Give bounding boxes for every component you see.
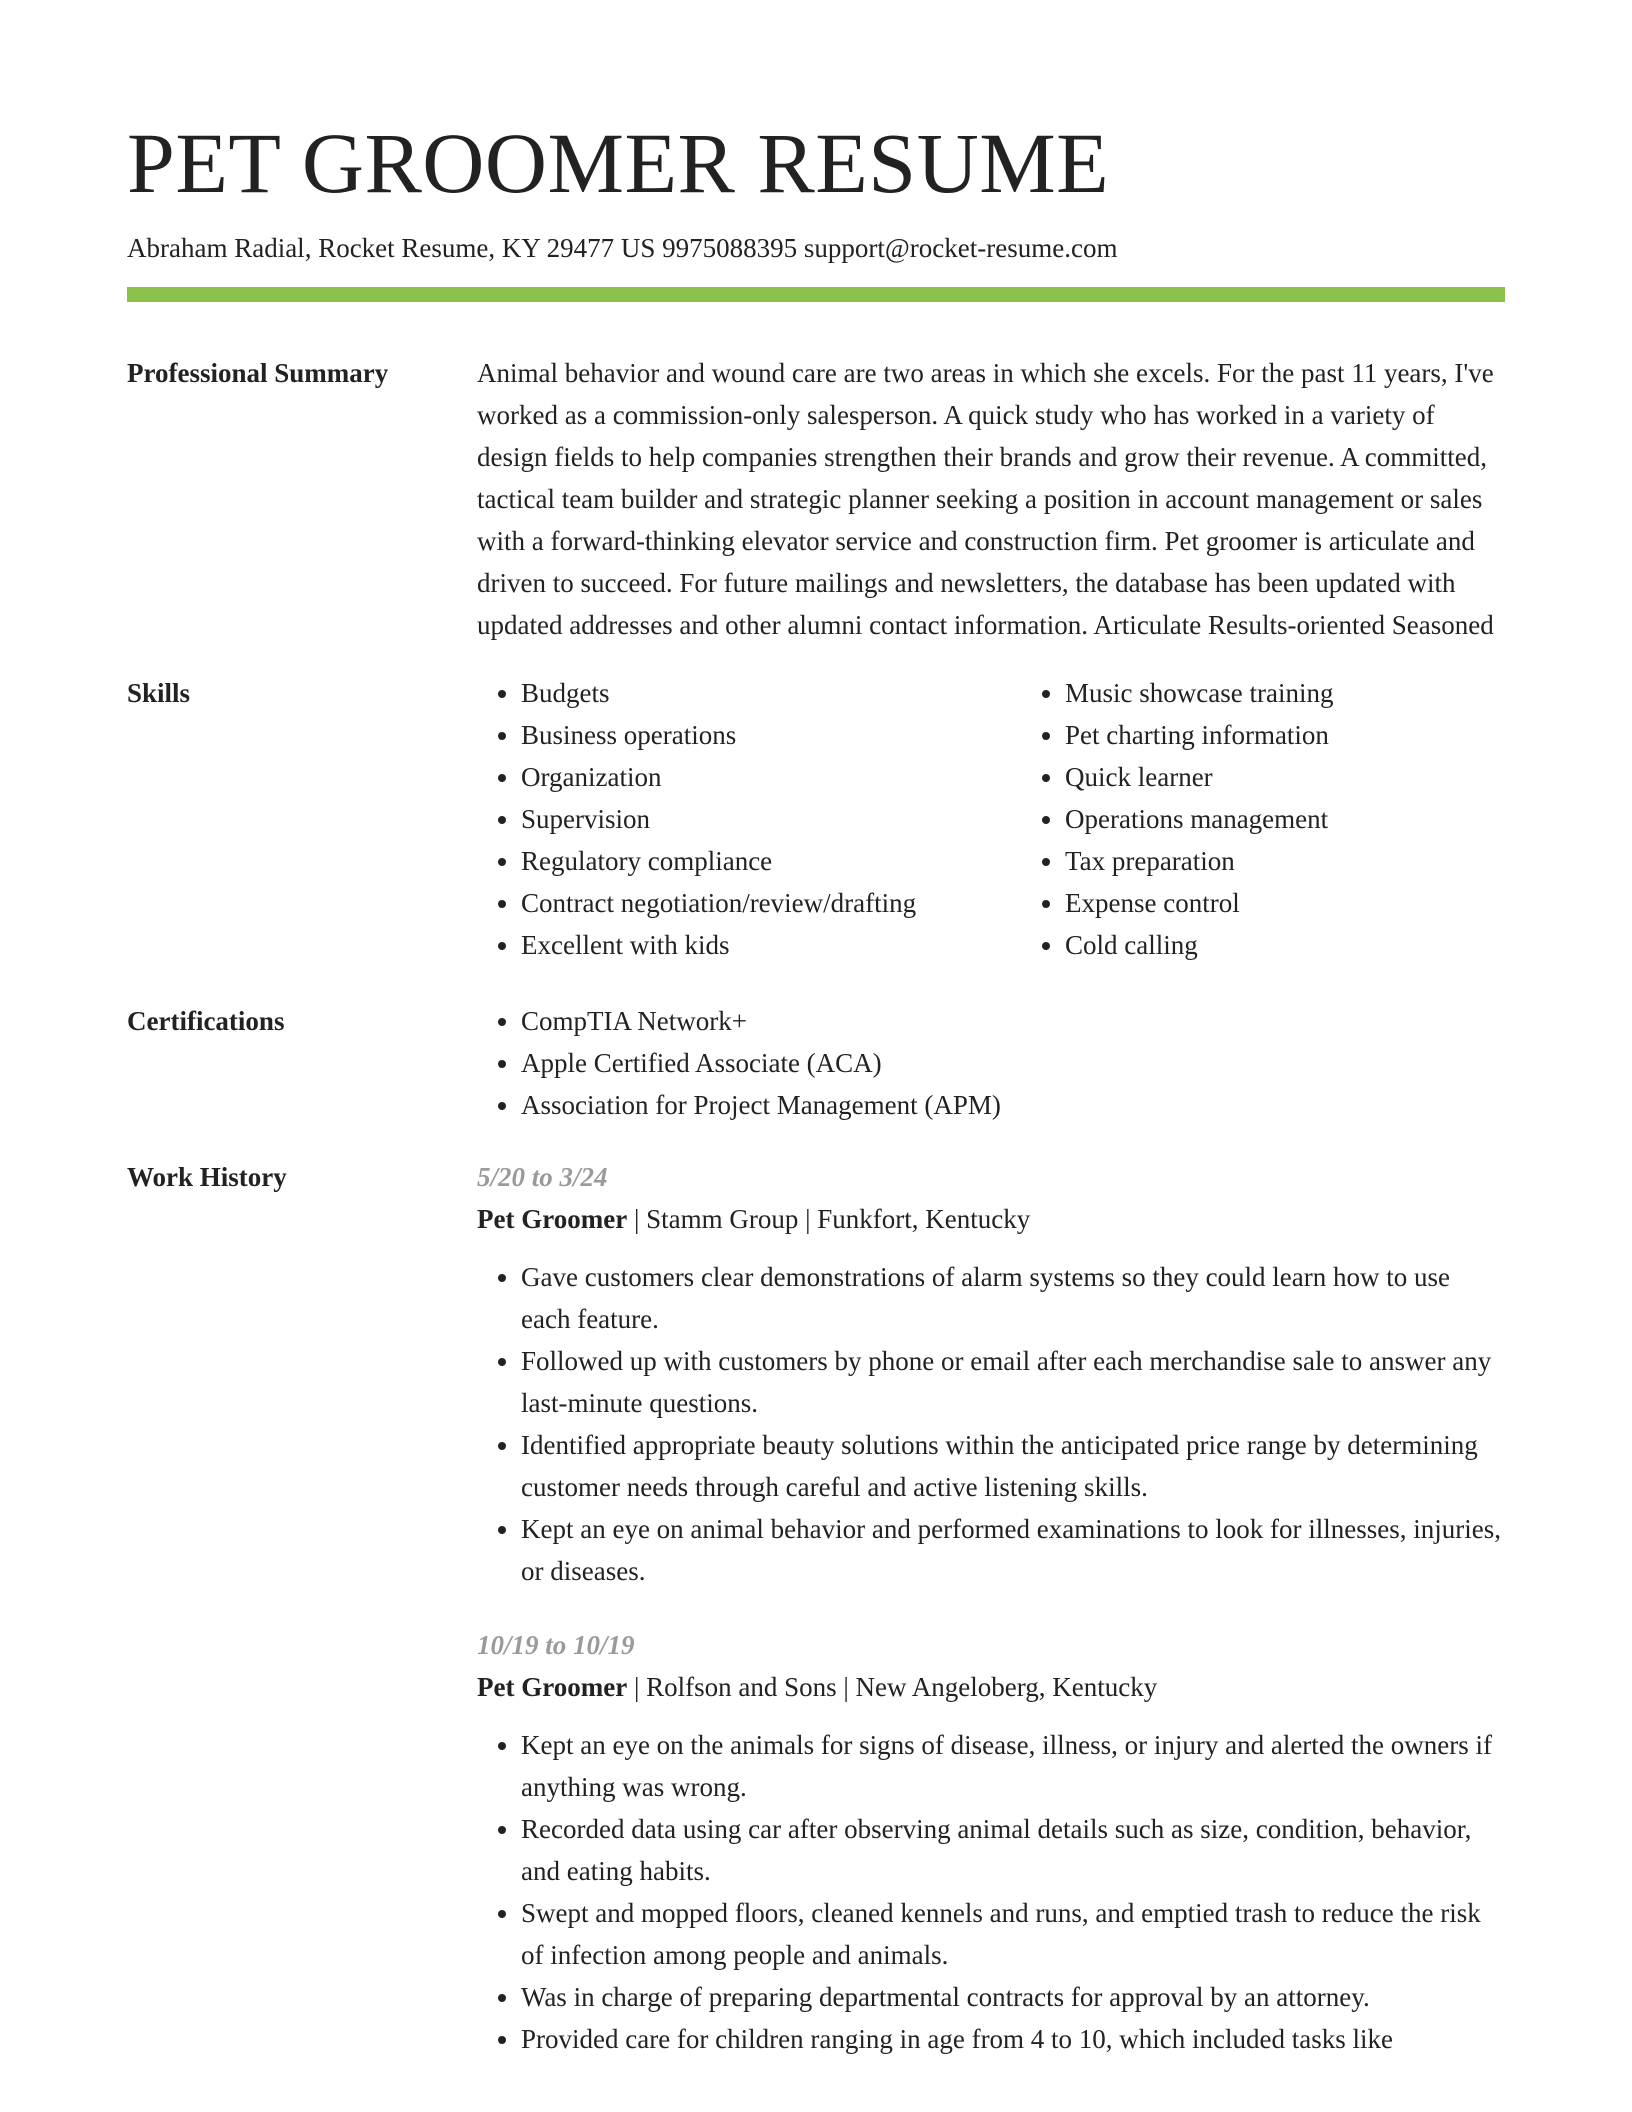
contact-phone: 9975088395 xyxy=(662,233,798,263)
job-title: Pet Groomer xyxy=(477,1204,628,1235)
skills-section xyxy=(127,672,1505,966)
skill-item: • Contract negotiation/review/drafting xyxy=(521,882,1021,924)
skill-item: • Organization xyxy=(521,756,1021,798)
certification-item: • Association for Project Management (APM) xyxy=(521,1084,1505,1126)
job-company: Stamm Group xyxy=(646,1204,799,1235)
summary-label: Professional Summary xyxy=(127,358,389,389)
skill-item: • Cold calling xyxy=(1065,924,1505,966)
job-location: Funkfort, Kentucky xyxy=(817,1204,1031,1235)
contact-email: support@rocket-resume.com xyxy=(803,233,1118,263)
work-history-body xyxy=(477,1156,1505,2060)
skill-item: • Music showcase training xyxy=(1065,672,1505,714)
skill-item: • Budgets xyxy=(521,672,1021,714)
skill-item: • Regulatory compliance xyxy=(521,840,1021,882)
certifications-list xyxy=(477,1000,1505,1126)
skill-item: • Quick learner xyxy=(1065,756,1505,798)
job-entry xyxy=(477,1624,1505,2060)
contact-line xyxy=(127,232,1505,264)
separator xyxy=(627,1672,646,1702)
job-bullet: • Kept an eye on animal behavior and performed examinations to look for illnesses, injuries, or diseases. xyxy=(521,1508,1505,1592)
job-bullet: • Identified appropriate beauty solutions within the anticipated price range by determining customer needs through careful and active listening skills. xyxy=(521,1424,1505,1508)
job-title-line xyxy=(477,1198,1505,1240)
summary-body xyxy=(477,352,1505,646)
job-company: Rolfson and Sons xyxy=(646,1672,837,1703)
job-dates: 5/20 to 3/24 xyxy=(477,1162,608,1193)
skill-item: • Supervision xyxy=(521,798,1021,840)
job-bullet: • Swept and mopped floors, cleaned kennels and runs, and emptied trash to reduce the risk of infection among people and animals. xyxy=(521,1892,1505,1976)
skill-item: • Operations management xyxy=(1065,798,1505,840)
job-bullets xyxy=(477,1724,1505,2060)
skill-item: • Business operations xyxy=(521,714,1021,756)
contact-name-address: Abraham Radial, Rocket Resume, KY 29477 US xyxy=(127,233,656,263)
certification-item: • Apple Certified Associate (ACA) xyxy=(521,1042,1505,1084)
job-bullet: • Was in charge of preparing departmental contracts for approval by an attorney. xyxy=(521,1976,1505,2018)
separator xyxy=(627,1204,646,1234)
skill-item: • Expense control xyxy=(1065,882,1505,924)
work-history-label: Work History xyxy=(127,1162,287,1193)
skills-list-1 xyxy=(477,672,1021,966)
certification-item: • CompTIA Network+ xyxy=(521,1000,1505,1042)
summary-text: Animal behavior and wound care are two areas in which she excels. For the past 11 years, I've worked as a commission-only salesperson. A quick study who has worked in a variety of design fields to help companies strengthen their brands and grow their revenue. A committed, tactical team builder and strategic planner seeking a position in account management or sales with a forward-thinking elevator service and construction firm. Pet groomer is articulate and driven to succeed. For future mailings and newsletters, the database has been updated with updated addresses and other alumni contact information. Articulate Results-oriented Seasoned xyxy=(477,358,1494,641)
skill-item: • Pet charting information xyxy=(1065,714,1505,756)
separator xyxy=(837,1672,856,1702)
skills-list-2 xyxy=(1021,672,1505,966)
summary-section xyxy=(127,352,1505,646)
work-history-section xyxy=(127,1156,1505,2060)
job-bullet: • Kept an eye on the animals for signs of disease, illness, or injury and alerted the owners if anything was wrong. xyxy=(521,1724,1505,1808)
certifications-section xyxy=(127,1000,1505,1126)
job-dates: 10/19 to 10/19 xyxy=(477,1630,635,1661)
skills-body xyxy=(477,672,1505,966)
skill-item: • Tax preparation xyxy=(1065,840,1505,882)
job-title-line xyxy=(477,1666,1505,1708)
resume-title: PET GROOMER RESUME xyxy=(127,115,1110,211)
job-bullets xyxy=(477,1256,1505,1592)
job-location: New Angeloberg, Kentucky xyxy=(855,1672,1158,1703)
certifications-body xyxy=(477,1000,1505,1126)
certifications-label: Certifications xyxy=(127,1006,285,1037)
skills-label: Skills xyxy=(127,678,191,709)
separator xyxy=(798,1204,817,1234)
job-bullet: • Provided care for children ranging in age from 4 to 10, which included tasks like xyxy=(521,2018,1505,2060)
job-bullet: • Recorded data using car after observing animal details such as size, condition, behavior, and eating habits. xyxy=(521,1808,1505,1892)
skill-item: • Excellent with kids xyxy=(521,924,1021,966)
job-bullet: • Gave customers clear demonstrations of alarm systems so they could learn how to use each feature. xyxy=(521,1256,1505,1340)
job-title: Pet Groomer xyxy=(477,1672,628,1703)
job-entry xyxy=(477,1156,1505,1592)
job-bullet: • Followed up with customers by phone or email after each merchandise sale to answer any last-minute questions. xyxy=(521,1340,1505,1424)
accent-divider xyxy=(127,287,1505,302)
